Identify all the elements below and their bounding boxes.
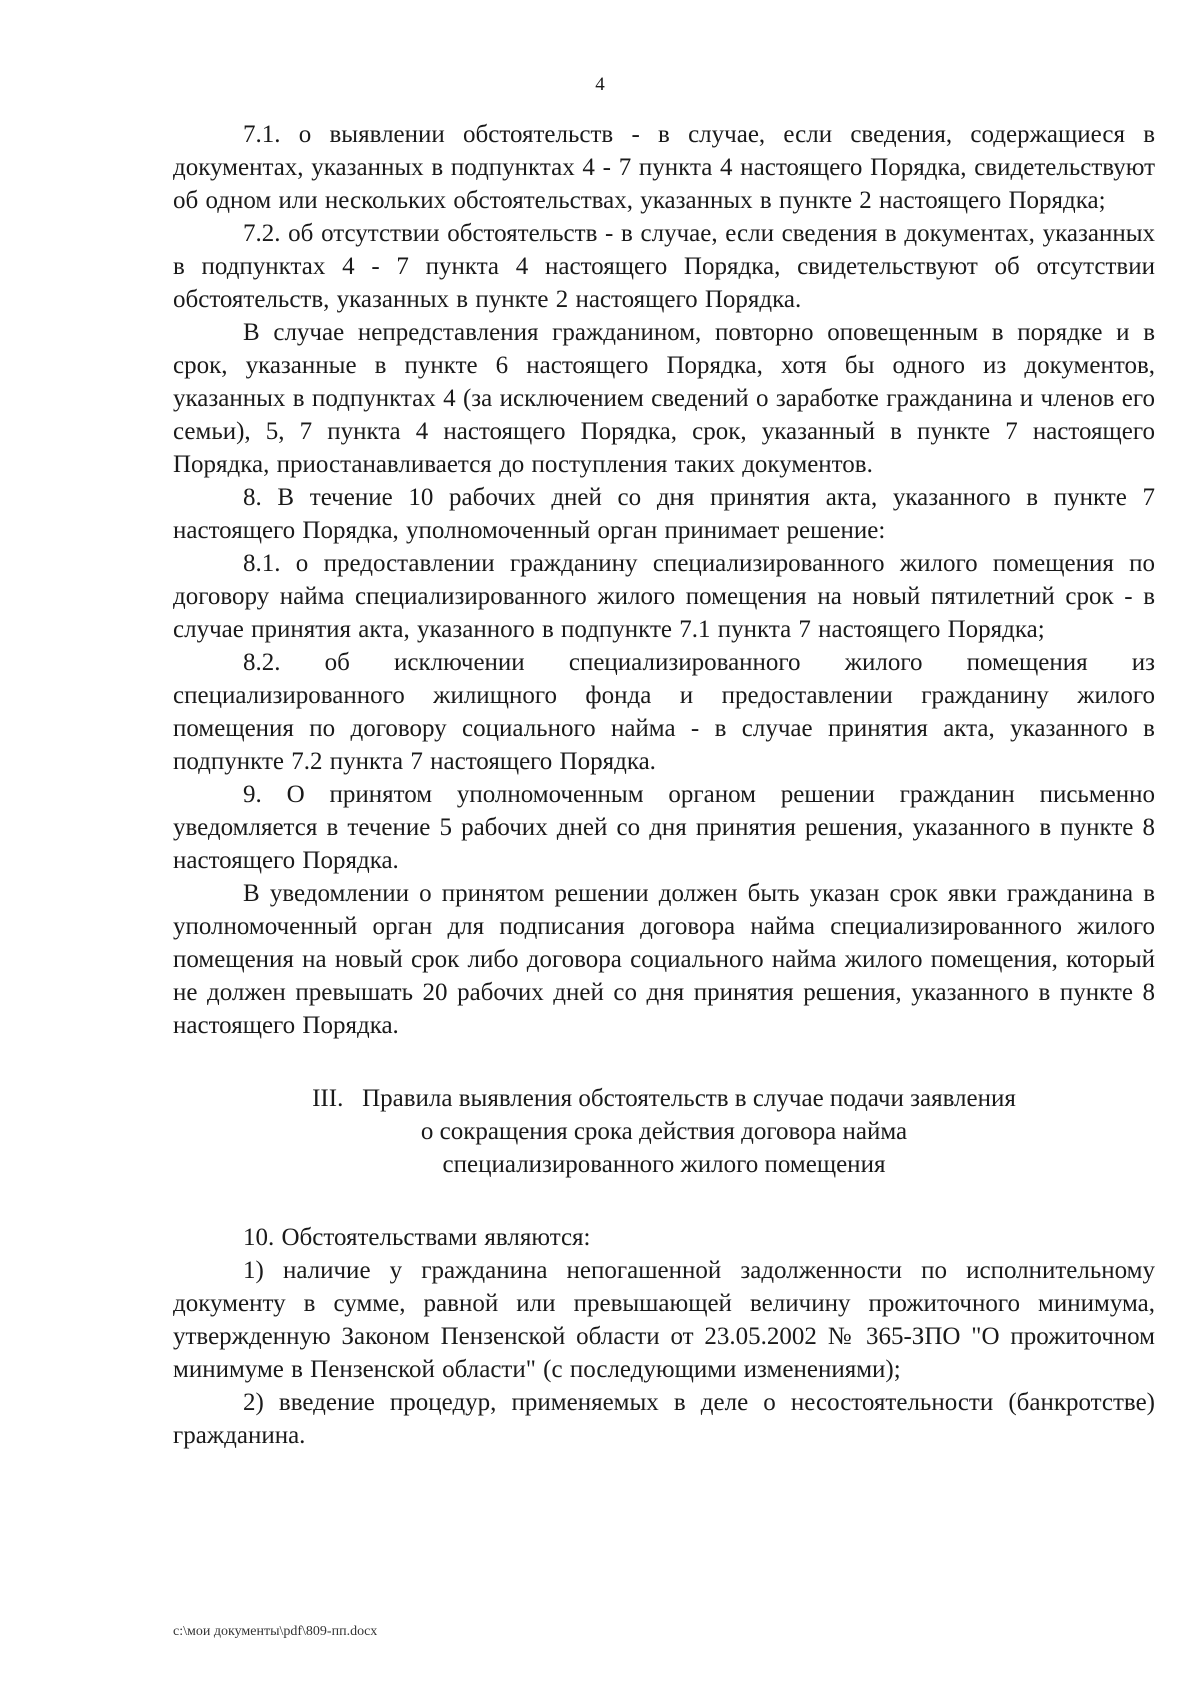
page-number: 4 [595, 74, 605, 95]
paragraph-8-1: 8.1. о предоставлении гражданину специализированного жилого помещения по договору найма специализированного жилого помещения на новый пятилетний срок - в случае принятия акта, указанного в подпункте 7.1 пункта 7 настоящего Порядка; [173, 550, 1155, 643]
paragraph-non-submission: В случае непредставления гражданином, повторно оповещенным в порядке и в срок, указанные в пункте 6 настоящего Порядка, хотя бы одного из документов, указанных в подпунктах 4 (за исключением сведений о заработке гражданина и членов его семьи), 5, 7 пункта 4 настоящего Порядка, срок, указанный в пункте 7 настоящего Порядка, приостанавливается до поступления таких документов. [173, 319, 1155, 478]
paragraph-10-2: 2) введение процедур, применяемых в деле о несостоятельности (банкротстве) гражданина. [173, 1389, 1155, 1449]
paragraph-10: 10. Обстоятельствами являются: [243, 1224, 591, 1251]
paragraph-8: 8. В течение 10 рабочих дней со дня принятия акта, указанного в пункте 7 настоящего Порядка, уполномоченный орган принимает решение: [173, 484, 1155, 544]
section-heading [173, 1082, 1155, 1181]
section-heading-line-1: III. Правила выявления обстоятельств в случае подачи заявления [312, 1085, 1016, 1112]
footer-file-path: c:\мои документы\pdf\809-пп.docx [173, 1624, 378, 1639]
section-heading-line-2: о сокращения срока действия договора найма [420, 1118, 908, 1145]
paragraph-10-1: 1) наличие у гражданина непогашенной задолженности по исполнительному документу в сумме, равной или превышающей величину прожиточного минимума, утвержденную Законом Пензенской области от 23.05.2002 № 365-ЗПО "О прожиточном минимуме в Пензенской области" (с последующими изменениями); [173, 1257, 1155, 1383]
paragraph-7-2: 7.2. об отсутствии обстоятельств - в случае, если сведения в документах, указанных в подпунктах 4 - 7 пункта 4 настоящего Порядка, свидетельствуют об отсутствии обстоятельств, указанных в пункте 2 настоящего Порядка. [173, 220, 1155, 313]
document-body [173, 118, 1155, 1452]
section-heading-line-3: специализированного жилого помещения [442, 1151, 886, 1178]
paragraph-9: 9. О принятом уполномоченным органом решении гражданин письменно уведомляется в течение 5 рабочих дней со дня принятия решения, указанного в пункте 8 настоящего Порядка. [173, 781, 1155, 874]
paragraph-notice: В уведомлении о принятом решении должен быть указан срок явки гражданина в уполномоченный орган для подписания договора найма специализированного жилого помещения на новый срок либо договора социального найма жилого помещения, который не должен превышать 20 рабочих дней со дня принятия решения, указанного в пункте 8 настоящего Порядка. [173, 880, 1155, 1039]
paragraph-7-1: 7.1. о выявлении обстоятельств - в случае, если сведения, содержащиеся в документах, указанных в подпунктах 4 - 7 пункта 4 настоящего Порядка, свидетельствуют об одном или нескольких обстоятельствах, указанных в пункте 2 настоящего Порядка; [173, 121, 1155, 214]
paragraph-8-2: 8.2. об исключении специализированного жилого помещения из специализированного жилищного фонда и предоставлении гражданину жилого помещения по договору социального найма - в случае принятия акта, указанного в подпункте 7.2 пункта 7 настоящего Порядка. [173, 649, 1155, 775]
